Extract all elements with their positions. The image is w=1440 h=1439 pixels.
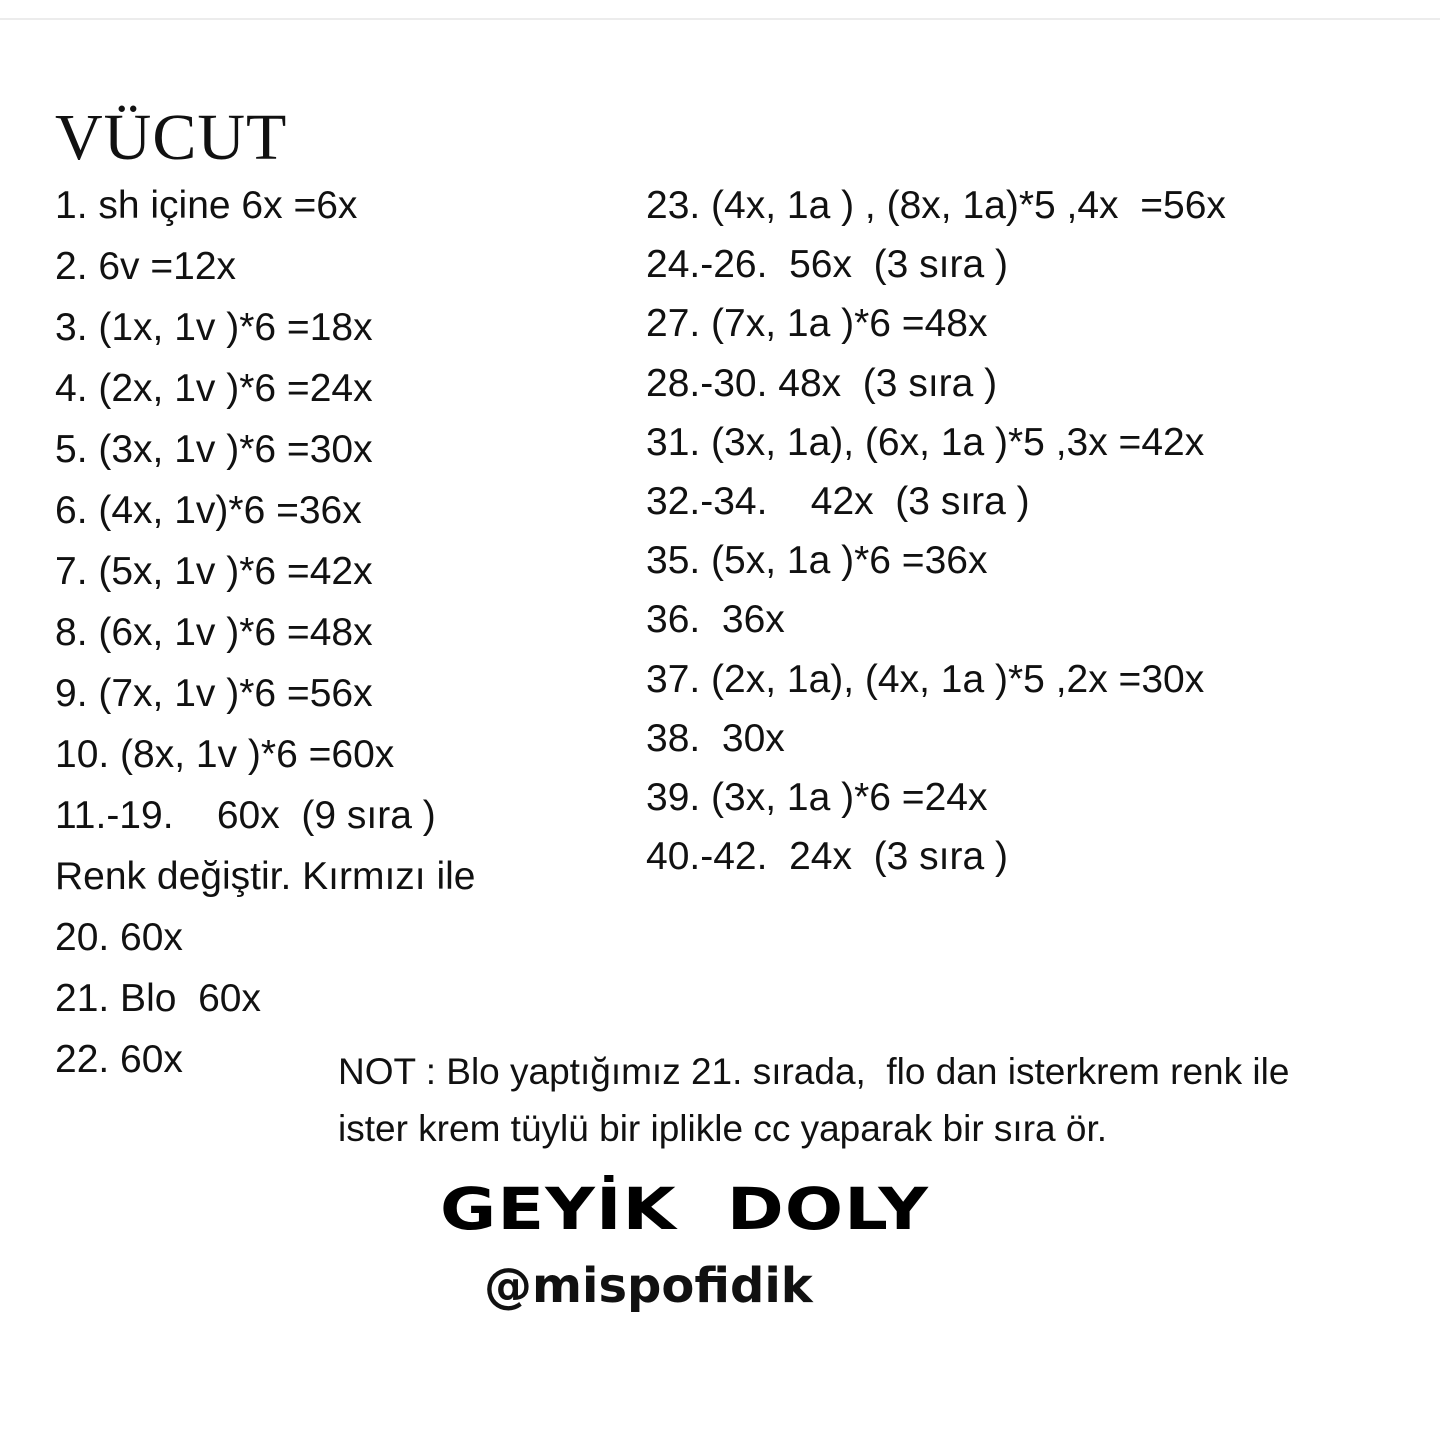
pattern-row: 39. (3x, 1a )*6 =24x [646,775,988,819]
note-block [338,1043,1418,1157]
pattern-row: 27. (7x, 1a )*6 =48x [646,302,988,346]
pattern-row: 23. (4x, 1a ) , (8x, 1a)*5 ,4x =56x [646,184,1226,227]
pattern-row: 7. (5x, 1v )*6 =42x [55,550,373,593]
pattern-rows-right [646,178,1366,888]
page-title: VÜCUT [55,101,288,174]
social-handle: @mispofidik [484,1258,813,1314]
top-divider [0,18,1440,20]
color-change-note: Renk değiştir. Kırmızı ile [55,855,476,898]
pattern-row: 9. (7x, 1v )*6 =56x [55,672,373,715]
pattern-row: 8. (6x, 1v )*6 =48x [55,611,373,654]
pattern-row: 31. (3x, 1a), (6x, 1a )*5 ,3x =42x [646,420,1205,464]
pattern-row: 4. (2x, 1v )*6 =24x [55,367,373,410]
pattern-row: 5. (3x, 1v )*6 =30x [55,428,373,471]
pattern-row: 37. (2x, 1a), (4x, 1a )*5 ,2x =30x [646,657,1205,701]
pattern-row: 20. 60x [55,916,183,959]
pattern-row: 24.-26. 56x (3 sıra ) [646,243,1008,287]
pattern-row: 6. (4x, 1v)*6 =36x [55,489,362,532]
pattern-row: 32.-34. 42x (3 sıra ) [646,479,1030,523]
pattern-row: 10. (8x, 1v )*6 =60x [55,733,395,776]
pattern-row: 40.-42. 24x (3 sıra ) [646,835,1008,879]
brand-logo-text: GEYİK DOLY [440,1175,930,1243]
pattern-row: 2. 6v =12x [55,245,237,288]
pattern-row: 28.-30. 48x (3 sıra ) [646,361,998,405]
pattern-row: 36. 36x [646,598,785,642]
pattern-row: 1. sh içine 6x =6x [55,184,358,227]
pattern-rows-left [55,178,615,1093]
note-line: NOT : Blo yaptığımız 21. sırada, flo dan isterkrem renk ile [338,1051,1290,1092]
pattern-row: 11.-19. 60x (9 sıra ) [55,794,436,837]
pattern-row: 3. (1x, 1v )*6 =18x [55,306,373,349]
pattern-row: 38. 30x [646,716,785,760]
pattern-row: 35. (5x, 1a )*6 =36x [646,539,988,583]
note-line: ister krem tüylü bir iplikle cc yaparak bir sıra ör. [338,1108,1108,1149]
pattern-row: 22. 60x [55,1038,183,1081]
pattern-row: 21. Blo 60x [55,977,261,1020]
